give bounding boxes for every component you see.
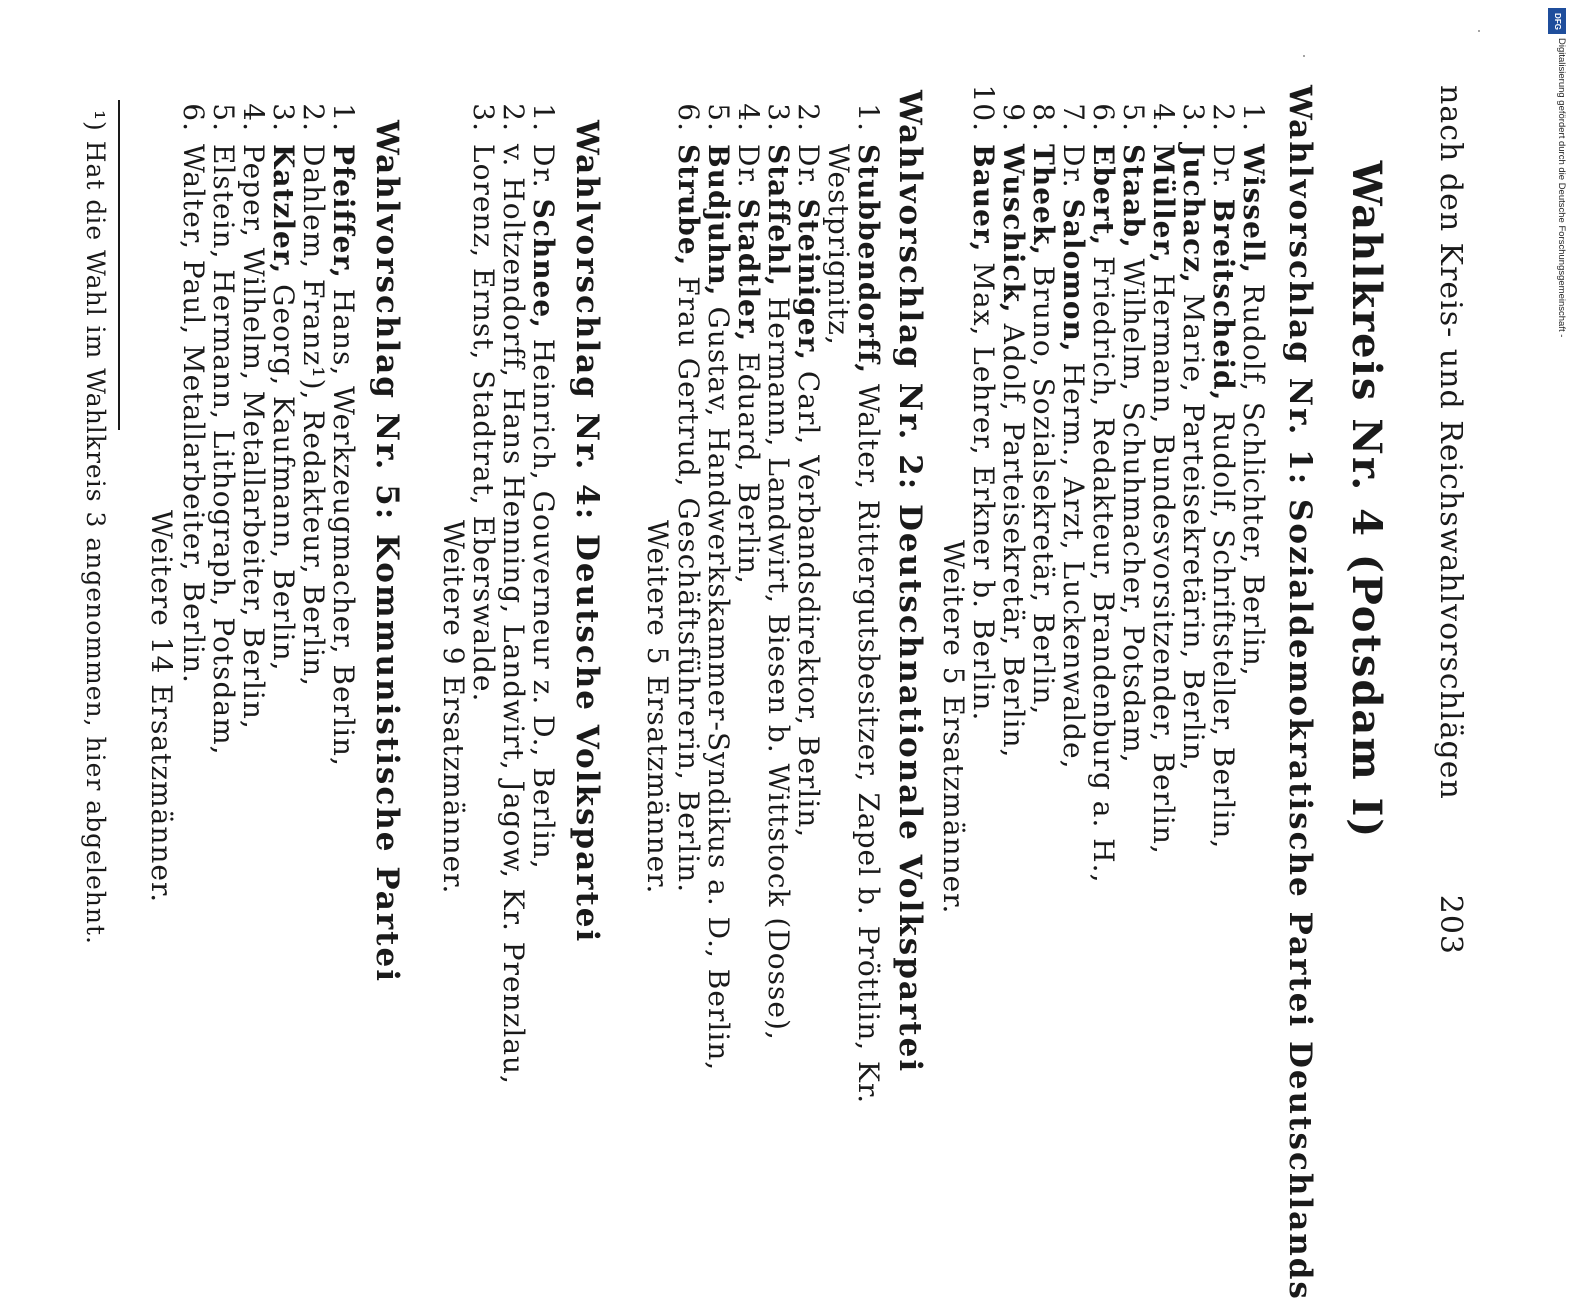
entry-details: Marie, Parteisekretärin, Berlin,: [1177, 283, 1210, 772]
proposal-4-entry-6: [177, 80, 210, 684]
entry-details: Rudolf, Schlichter, Berlin,: [1237, 273, 1270, 677]
entry-name: Dahlem,: [297, 144, 330, 270]
entry-number: 4.: [732, 103, 765, 132]
entry-number: 6.: [177, 103, 210, 132]
entry-surname: Wissell,: [1237, 144, 1270, 274]
entry-surname: Juchacz,: [1177, 144, 1210, 284]
dfg-logo-text: DFG: [1552, 12, 1562, 30]
entry-details: Carl, Verbandsdirektor, Berlin,: [792, 361, 825, 839]
entry-surname: Stadtler,: [732, 198, 765, 343]
proposal-3-replacement: Weitere 9 Ersatzmänner.: [437, 520, 470, 895]
entry-details: Hans Henning, Landwirt, Jagow, Kr. Prenzlau,: [497, 377, 530, 1085]
proposal-2-replacement: Weitere 5 Ersatzmänner.: [641, 520, 674, 895]
proposal-1-entry-1: [1237, 80, 1270, 677]
proposal-3-entry-2: [497, 80, 530, 1085]
district-title: Wahlkreis Nr. 4 (Potsdam I): [1343, 160, 1390, 840]
entry-number: 2.: [497, 103, 530, 132]
entry-surname: Steiniger,: [792, 198, 825, 362]
proposal-4-entry-2: [297, 80, 330, 687]
entry-surname: Theek,: [1027, 144, 1060, 256]
entry-number: 4.: [1147, 103, 1180, 132]
entry-details: Hermann, Lithograph, Potsdam,: [207, 259, 240, 756]
proposal-1-entry-8: [1027, 80, 1060, 715]
entry-details: Eduard, Berlin,: [732, 342, 765, 585]
entry-details: Frau Gertrud, Geschäftsführerin, Berlin.: [672, 266, 705, 894]
page-number: 203: [1433, 894, 1468, 955]
entry-surname: Salomon,: [1057, 198, 1090, 353]
entry-surname: Schnee,: [527, 198, 560, 329]
proposal-2-entry-1: [852, 80, 885, 1104]
proposal-3-entry-1: [527, 80, 560, 870]
proposal-2-entry-4: [732, 80, 765, 585]
proposal-1-entry-6: [1087, 80, 1120, 883]
proposal-3-entry-3: [467, 80, 500, 702]
entry-name: Lorenz,: [467, 144, 500, 259]
entry-prefix: Dr.: [527, 144, 560, 199]
entry-details: Bruno, Sozialsekretär, Berlin,: [1027, 255, 1060, 716]
entry-surname: Bauer,: [967, 144, 1000, 253]
entry-surname: Stubbendorff,: [852, 144, 885, 375]
entry-surname: Budjuhn,: [702, 144, 735, 297]
proposal-4-entry-3: [267, 80, 300, 672]
entry-details: Adolf, Parteisekretär, Berlin,: [997, 313, 1030, 759]
entry-details: Hans, Werkzeugmacher, Berlin,: [327, 278, 360, 767]
proposal-4-heading: Wahlvorschlag Nr. 5: Kommunistische Partei: [369, 120, 405, 983]
footnote-rule: [118, 100, 120, 430]
entry-details: Friedrich, Redakteur, Brandenburg a. H.,: [1087, 246, 1120, 884]
entry-number: 1.: [327, 103, 360, 132]
entry-name: Walter,: [177, 144, 210, 251]
entry-number: 3.: [467, 103, 500, 132]
entry-surname: Pfeiffer,: [327, 144, 360, 279]
entry-number: 1.: [1237, 103, 1270, 132]
entry-surname: Katzler,: [267, 144, 300, 275]
entry-details: Franz¹), Redakteur, Berlin,: [297, 269, 330, 687]
entry-prefix: Dr.: [792, 144, 825, 199]
entry-number: 6.: [1087, 103, 1120, 132]
entry-details: Paul, Metallarbeiter, Berlin.: [177, 250, 210, 684]
proposal-4-entry-4: [237, 80, 270, 730]
entry-surname: Müller,: [1147, 144, 1180, 264]
entry-number: 2.: [1207, 103, 1240, 132]
proposal-1-heading: Wahlvorschlag Nr. 1: Sozialdemokratische Partei Deutschlands: [1282, 85, 1318, 1301]
entry-number: 9.: [997, 103, 1030, 132]
entry-surname: Wuschick,: [997, 144, 1030, 314]
entry-number: 1.: [527, 103, 560, 132]
scan-speck: [1478, 30, 1480, 32]
dfg-logo: [1548, 8, 1566, 34]
proposal-1-replacement: Weitere 5 Ersatzmänner.: [937, 540, 970, 915]
proposal-4-entry-1: [327, 80, 360, 767]
proposal-4-entry-5: [207, 80, 240, 756]
entry-number: 6.: [672, 103, 705, 132]
entry-details: Rudolf, Schriftsteller, Berlin,: [1207, 401, 1240, 850]
entry-prefix: Dr.: [1057, 144, 1090, 199]
entry-number: 10.: [967, 84, 1000, 132]
entry-name: v. Holtzendorff,: [497, 144, 530, 378]
entry-number: 2.: [297, 103, 330, 132]
running-head-text: nach den Kreis- und Reichswahlvorschlägen: [1433, 85, 1468, 800]
proposal-2-heading: Wahlvorschlag Nr. 2: Deutschnationale Volkspartei: [892, 90, 928, 1074]
entry-number: 3.: [267, 103, 300, 132]
proposal-2-entry-2: [792, 80, 825, 838]
entry-details: Wilhelm, Metallarbeiter, Berlin,: [237, 237, 270, 730]
entry-number: 1.: [852, 103, 885, 132]
entry-details: Wilhelm, Schuhmacher, Potsdam,: [1117, 248, 1150, 764]
scan-speck: [1303, 55, 1305, 57]
entry-number: 8.: [1027, 103, 1060, 132]
entry-surname: Staffehl,: [762, 144, 795, 287]
entry-number: 3.: [1177, 103, 1210, 132]
entry-details: Ernst, Stadtrat, Eberswalde.: [467, 258, 500, 703]
entry-number: 5.: [1117, 103, 1150, 132]
entry-surname: Breitscheid,: [1207, 198, 1240, 402]
proposal-1-entry-10: [967, 80, 1000, 721]
entry-prefix: Dr.: [732, 144, 765, 199]
proposal-1-entry-2: [1207, 80, 1240, 849]
entry-number: 4.: [237, 103, 270, 132]
entry-details: Max, Lehrer, Erkner b. Berlin.: [967, 252, 1000, 722]
entry-details: Hermann, Landwirt, Biesen b. Wittstock (Dosse),: [762, 286, 795, 1041]
proposal-2-entry-3: [762, 80, 795, 1041]
entry-prefix: Dr.: [1207, 144, 1240, 199]
entry-name: Peper,: [237, 144, 270, 238]
entry-number: 3.: [762, 103, 795, 132]
proposal-2-entry-6: [672, 80, 705, 893]
proposal-2-entry-5: [702, 80, 735, 1071]
proposal-1-entry-9: [997, 80, 1030, 758]
entry-surname: Staab,: [1117, 144, 1150, 249]
entry-number: 5.: [702, 103, 735, 132]
entry-number: 5.: [207, 103, 240, 132]
entry-details: Georg, Kaufmann, Berlin,: [267, 274, 300, 672]
entry-details: Herm., Arzt, Luckenwalde,: [1057, 352, 1090, 770]
entry-details: Hermann, Bundesvorsitzender, Berlin,: [1147, 263, 1180, 855]
proposal-1-entry-7: [1057, 80, 1090, 769]
entry-name: Elstein,: [207, 144, 240, 260]
proposal-1-entry-4: [1147, 80, 1180, 855]
footnote: ¹) Hat die Wahl im Wahlkreis 3 angenommen, hier abgelehnt.: [81, 110, 110, 945]
proposal-3-heading: Wahlvorschlag Nr. 4: Deutsche Volkspartei: [569, 120, 605, 944]
digitization-credit: [1548, 8, 1570, 568]
proposal-2-entry-1-continued: Westprignitz,: [822, 144, 855, 346]
entry-details: Gustav, Handwerkskammer-Syndikus a. D., Berlin,: [702, 296, 735, 1072]
entry-number: 7.: [1057, 103, 1090, 132]
entry-surname: Strube,: [672, 144, 705, 267]
proposal-1-entry-5: [1117, 80, 1150, 764]
proposal-1-entry-3: [1177, 80, 1210, 772]
entry-details: Heinrich, Gouverneur z. D., Berlin,: [527, 328, 560, 870]
entry-surname: Ebert,: [1087, 144, 1120, 247]
entry-number: 2.: [792, 103, 825, 132]
entry-details: Walter, Rittergutsbesitzer, Zapel b. Pröttlin, Kr.: [852, 374, 885, 1105]
proposal-4-replacement: Weitere 14 Ersatzmänner.: [145, 510, 178, 904]
credit-text: Digitalisierung gefördert durch die Deutsche Forschungsgemeinschaft -: [1556, 38, 1567, 338]
